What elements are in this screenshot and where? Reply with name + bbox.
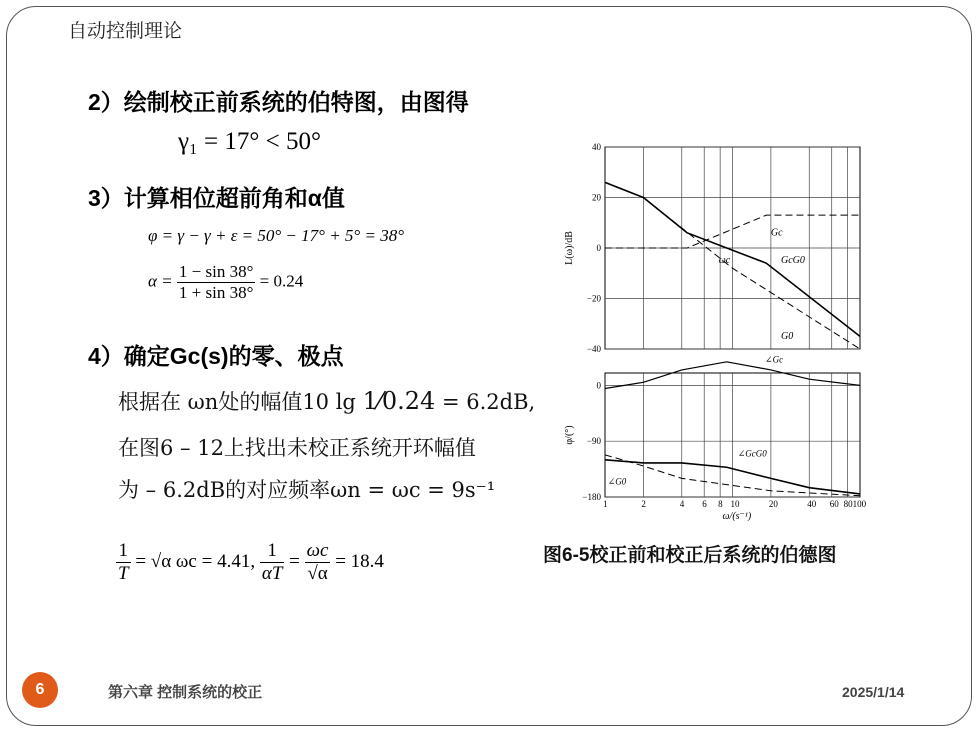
magnitude-tick-label: −40 — [586, 344, 601, 354]
step-4-heading: 4）确定Gc(s)的零、极点 — [88, 343, 344, 369]
phase-tick-label: −90 — [586, 436, 601, 447]
frac-wc-num: ωc — [306, 540, 329, 561]
eq-equals: = — [289, 550, 300, 572]
footer-date: 2025/1/14 — [842, 684, 905, 700]
label-phase-GcG0: ∠GcG0 — [737, 448, 767, 459]
step-4-line-1-tail: = 6.2dB, — [441, 390, 536, 414]
step-4-line-2: 在图6 – 12上找出未校正系统开环幅值 — [118, 436, 476, 460]
step-3-heading: 3）计算相位超前角和α值 — [88, 185, 345, 211]
step-4-line-3: 为 – 6.2dB的对应频率ωn = ωc = 9s⁻¹ — [118, 478, 496, 502]
frac-1-over-T-num: 1 — [116, 540, 131, 563]
phase-xtick-label: 2 — [641, 499, 646, 509]
phase-tick-label: −180 — [582, 492, 601, 502]
phase-xtick-label: 6 — [702, 499, 707, 509]
alpha-numerator: 1 − sin 38° — [178, 262, 254, 281]
magnitude-tick-label: 0 — [596, 243, 601, 253]
alpha-lhs: α = — [148, 271, 173, 291]
phase-xtick-label: 60 — [829, 499, 839, 509]
final-equations — [116, 540, 384, 585]
figure-caption: 图6-5校正前和校正后系统的伯德图 — [543, 545, 837, 566]
phase-labels — [608, 355, 783, 487]
step-4-line-1-text: 根据在 ωn处的幅值10 lg — [118, 390, 356, 414]
frac-1-over-alphaT-den: αT — [261, 563, 283, 584]
alpha-denominator: 1 + sin 38° — [178, 283, 254, 302]
frac-wc-over-sqrt-alpha — [305, 540, 331, 585]
frac-1-over-alphaT — [260, 540, 285, 585]
label-wc: ωc — [718, 255, 731, 267]
label-Gc: Gc — [770, 227, 783, 239]
phase-xtick-label: 80100 — [843, 499, 867, 509]
phase-x-axis-label: ω/(s⁻¹) — [722, 511, 752, 522]
phase-xtick-label: 40 — [807, 499, 817, 509]
label-phase-G0: ∠G0 — [607, 476, 627, 487]
label-G0: G0 — [780, 330, 794, 342]
eq-sqrt-alpha: = √α ωc = 4.41, — [135, 550, 256, 572]
magnitude-tick-label: 20 — [592, 192, 601, 203]
magnitude-axis-label: L(ω)/dB — [564, 231, 575, 265]
phase-grid — [564, 373, 867, 522]
bode-plot — [550, 135, 890, 525]
phase-xtick-label: 4 — [679, 499, 685, 509]
gamma-equation: γ₁ = 17° < 50° — [178, 128, 321, 155]
phase-xtick-label: 1 — [603, 499, 608, 509]
step-4-line-1-fraction: 1⁄0.24 — [362, 387, 436, 415]
magnitude-tick-label: 40 — [592, 142, 601, 152]
course-title: 自动控制理论 — [68, 21, 183, 42]
label-GcG0: GcG0 — [780, 255, 805, 267]
phi-equation: φ = γ − γ + ε = 50° − 17° + 5° = 38° — [148, 226, 404, 245]
magnitude-labels — [719, 227, 805, 342]
frac-sqrt-alpha-den: √α — [307, 563, 328, 584]
alpha-equation — [148, 262, 303, 303]
frac-1-over-T — [116, 540, 131, 585]
phase-xtick-label: 10 — [730, 499, 740, 509]
label-phase-Gc: ∠Gc — [765, 354, 784, 365]
phase-tick-label: 0 — [596, 380, 601, 391]
alpha-result: = 0.24 — [259, 271, 304, 291]
step-4-line-1 — [118, 386, 535, 416]
phase-axis-label: φ/(°) — [564, 425, 575, 445]
page-number-badge: 6 — [22, 672, 58, 708]
phase-xtick-label: 20 — [768, 499, 778, 509]
phase-xtick-label: 8 — [718, 499, 723, 509]
step-2-heading: 2）绘制校正前系统的伯特图，由图得 — [88, 89, 469, 115]
eq-final-result: = 18.4 — [335, 550, 384, 572]
alpha-fraction — [177, 262, 255, 303]
frac-1-over-alphaT-num: 1 — [260, 540, 285, 563]
magnitude-tick-label: −20 — [586, 293, 601, 304]
frac-1-over-T-den: T — [118, 563, 129, 584]
footer-chapter: 第六章 控制系统的校正 — [108, 684, 263, 701]
